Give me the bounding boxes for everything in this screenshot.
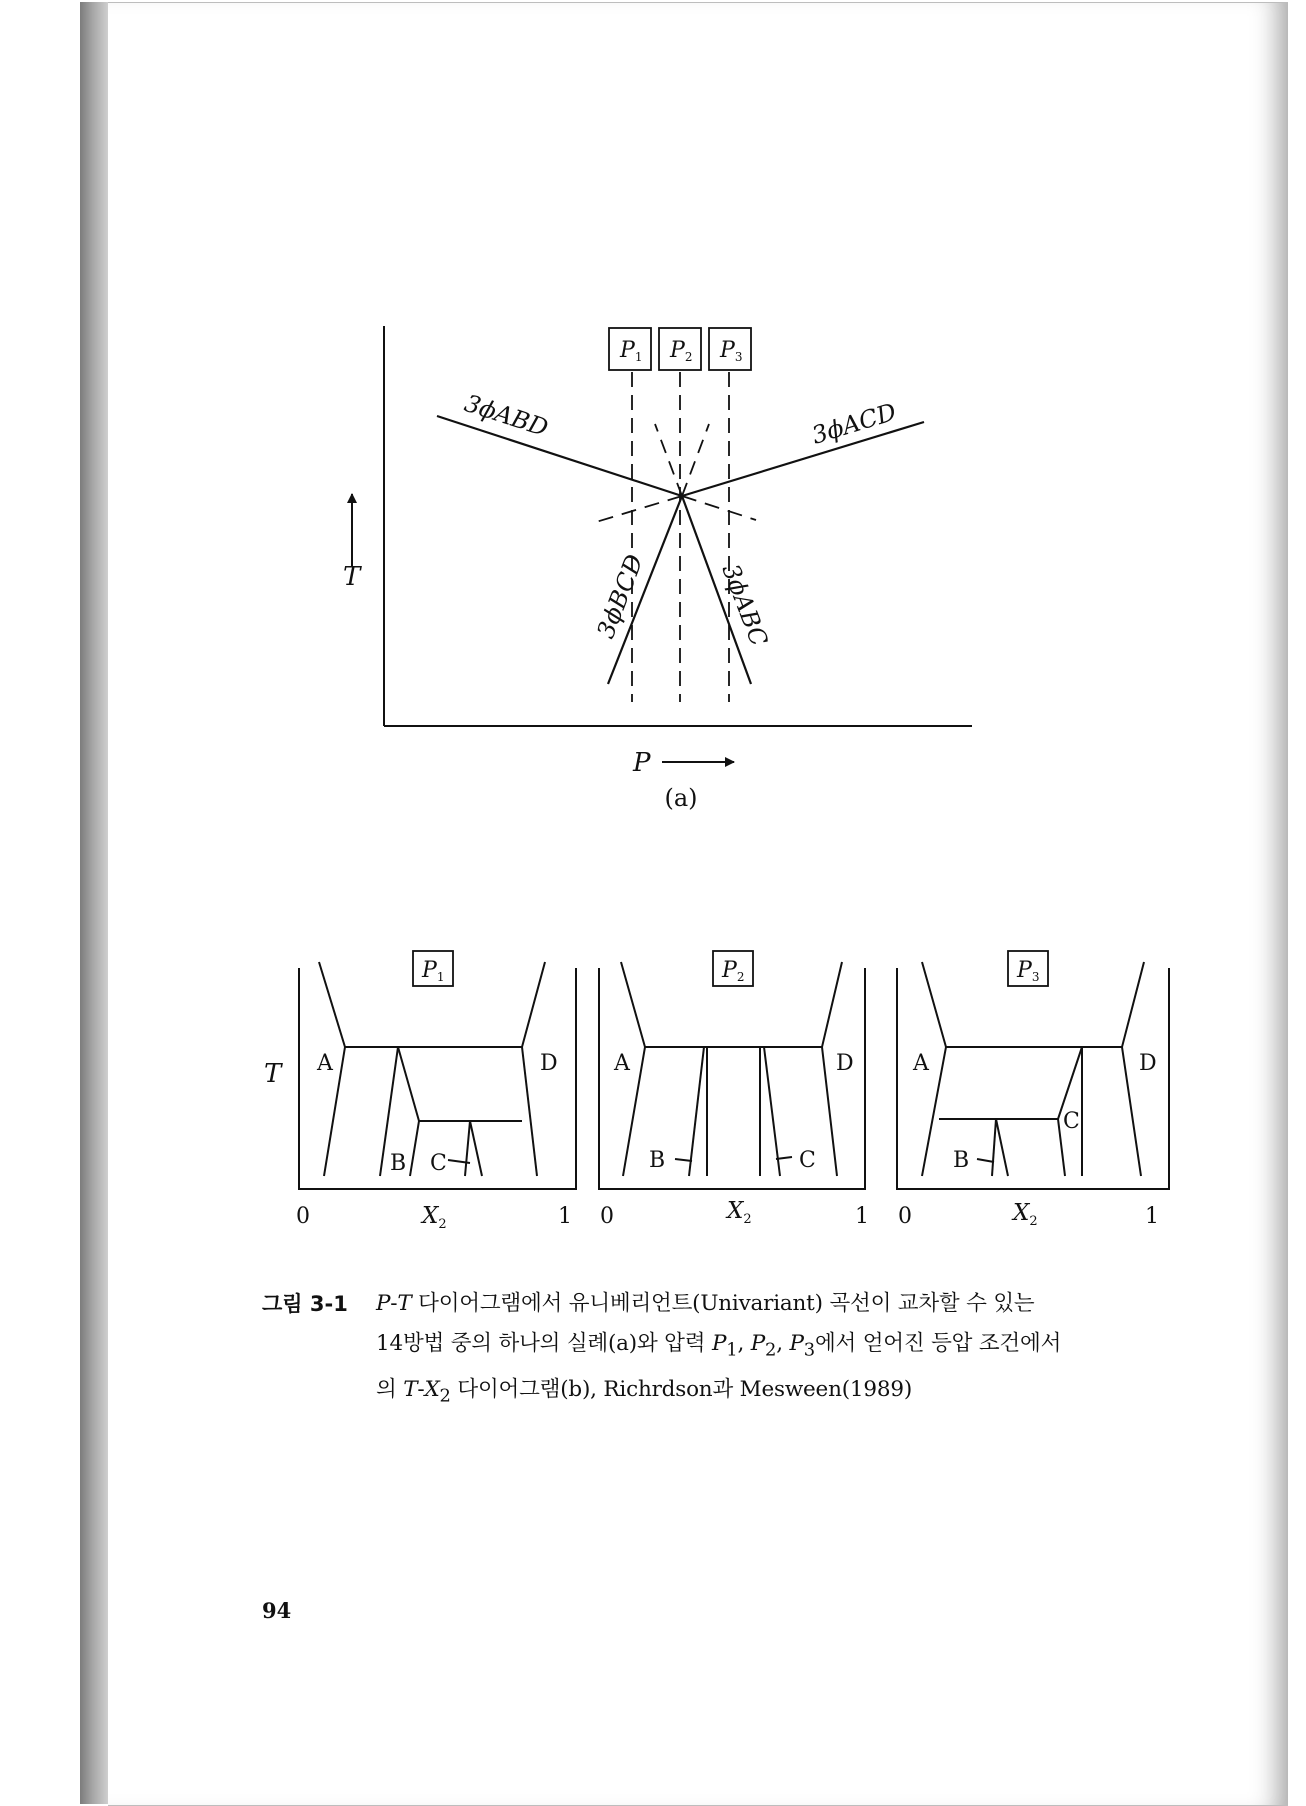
tx-panel-p2-title: P2 xyxy=(722,958,745,984)
tx-p1-bc-boundary xyxy=(410,1121,419,1176)
figure-caption-label: 그림 3-1 xyxy=(262,1292,348,1316)
tx-panel-p3-frame xyxy=(897,968,1169,1189)
tx-p3-x-label: $X_2$ xyxy=(1013,1200,1038,1229)
curve-label-abc: 3ϕABC xyxy=(716,560,774,650)
tx-panel-p1 xyxy=(296,951,576,1232)
caption-line-1 xyxy=(376,1284,1156,1324)
curve-acd-metastable xyxy=(596,496,682,522)
tx-p1-d-boundary-top xyxy=(522,962,545,1047)
tx-p1-x-min: 0 xyxy=(296,1204,310,1229)
caption-line-3 xyxy=(376,1370,1156,1416)
isobar-p2-label: P2 xyxy=(670,338,693,364)
curve-abd xyxy=(437,416,682,496)
caption-line-2 xyxy=(376,1324,1156,1370)
caption-sub-2: 2 xyxy=(765,1339,777,1361)
isobar-p1-label: P1 xyxy=(620,338,643,364)
tx-p3-b-tie xyxy=(977,1159,994,1162)
tx-t-axis-label: T xyxy=(264,1059,282,1089)
tx-p2-phase-b: B xyxy=(649,1148,666,1173)
caption-text-1: 다이어그램에서 유니베리언트(Univariant) 곡선이 교차할 수 있는 xyxy=(411,1291,1035,1316)
curve-abd-metastable xyxy=(682,496,756,520)
tx-panel-p1-title: P1 xyxy=(422,958,445,984)
caption-text-4: 의 xyxy=(376,1377,404,1403)
caption-text-2: 14방법 중의 하나의 실례(a)와 압력 xyxy=(376,1331,712,1356)
caption-var-p1: P xyxy=(711,1331,727,1356)
caption-var-p: P xyxy=(376,1291,391,1316)
tx-p1-c-left xyxy=(465,1121,470,1176)
caption-var-t: T xyxy=(397,1291,412,1316)
tx-p1-x-max: 1 xyxy=(558,1204,572,1229)
caption-sub-x: 2 xyxy=(439,1385,451,1407)
tx-p1-phase-b: B xyxy=(390,1151,407,1176)
tx-p3-b-left xyxy=(992,1119,996,1176)
curve-acd xyxy=(682,422,924,496)
caption-comma-1: , xyxy=(737,1331,751,1356)
caption-var-p3: P xyxy=(789,1331,804,1356)
tx-p2-phase-a: A xyxy=(614,1051,630,1076)
tx-p3-b-right xyxy=(996,1119,1008,1176)
tx-p1-phase-a: A xyxy=(317,1051,333,1076)
caption-text-5: 다이어그램(b), Richrdson과 Mesween(1989) xyxy=(450,1377,913,1403)
curve-label-bcd: 3ϕBCD xyxy=(591,550,649,643)
tx-p3-phase-a: A xyxy=(913,1051,929,1076)
tx-p3-phase-b: B xyxy=(953,1148,970,1173)
caption-dash-2: - xyxy=(417,1377,425,1403)
caption-text-3: 에서 얻어진 등압 조건에서 xyxy=(814,1331,1062,1356)
caption-var-p2: P xyxy=(750,1331,765,1356)
tx-p1-phase-c: C xyxy=(430,1151,447,1176)
curve-label-acd: 3ϕACD xyxy=(808,397,900,450)
tx-p2-b-left xyxy=(689,1047,704,1176)
caption-var-t2: T xyxy=(403,1377,418,1403)
curve-label-abd: 3ϕABD xyxy=(461,389,552,443)
tx-p3-x-max: 1 xyxy=(1145,1204,1159,1229)
caption-dash: - xyxy=(390,1291,398,1316)
tx-p2-x-min: 0 xyxy=(600,1204,614,1229)
tx-p3-x-min: 0 xyxy=(898,1204,912,1229)
tx-panel-p3 xyxy=(897,951,1169,1229)
t-axis-label: T xyxy=(343,562,361,592)
caption-comma-2: , xyxy=(776,1331,790,1356)
curve-abc-metastable xyxy=(655,424,682,496)
tx-p1-c-right xyxy=(470,1121,482,1176)
tx-p2-b-tie xyxy=(675,1159,692,1161)
tx-p1-d-boundary-bottom xyxy=(522,1047,537,1176)
caption-var-x: X xyxy=(424,1377,440,1403)
tx-p2-x-label: $X_2$ xyxy=(727,1198,752,1227)
tx-p2-c-right xyxy=(764,1047,780,1176)
page-number: 94 xyxy=(262,1598,292,1623)
tx-p2-phase-c: C xyxy=(799,1148,816,1173)
tx-panel-p2 xyxy=(599,951,869,1229)
tx-p1-b-right xyxy=(398,1047,419,1121)
tx-p2-phase-d: D xyxy=(836,1051,854,1076)
tx-diagrams xyxy=(264,951,1169,1232)
caption-sub-3: 3 xyxy=(803,1339,815,1361)
figure-caption-text xyxy=(376,1284,1156,1417)
tx-panel-p3-title: P3 xyxy=(1017,958,1040,984)
tx-p3-phase-d: D xyxy=(1139,1051,1157,1076)
tx-p2-x-max: 1 xyxy=(855,1204,869,1229)
tx-p1-a-boundary-top xyxy=(319,962,345,1047)
p-axis-label: P xyxy=(633,748,651,778)
curve-bcd-metastable xyxy=(682,424,709,496)
tx-p3-phase-c: C xyxy=(1063,1109,1080,1134)
panel-a-label: (a) xyxy=(664,784,698,812)
tx-p1-phase-d: D xyxy=(540,1051,558,1076)
pt-diagram xyxy=(343,326,972,812)
tx-p1-x-label: $X_2$ xyxy=(422,1203,447,1232)
caption-sub-1: 1 xyxy=(726,1339,738,1361)
isobar-p3-label: P3 xyxy=(720,338,743,364)
